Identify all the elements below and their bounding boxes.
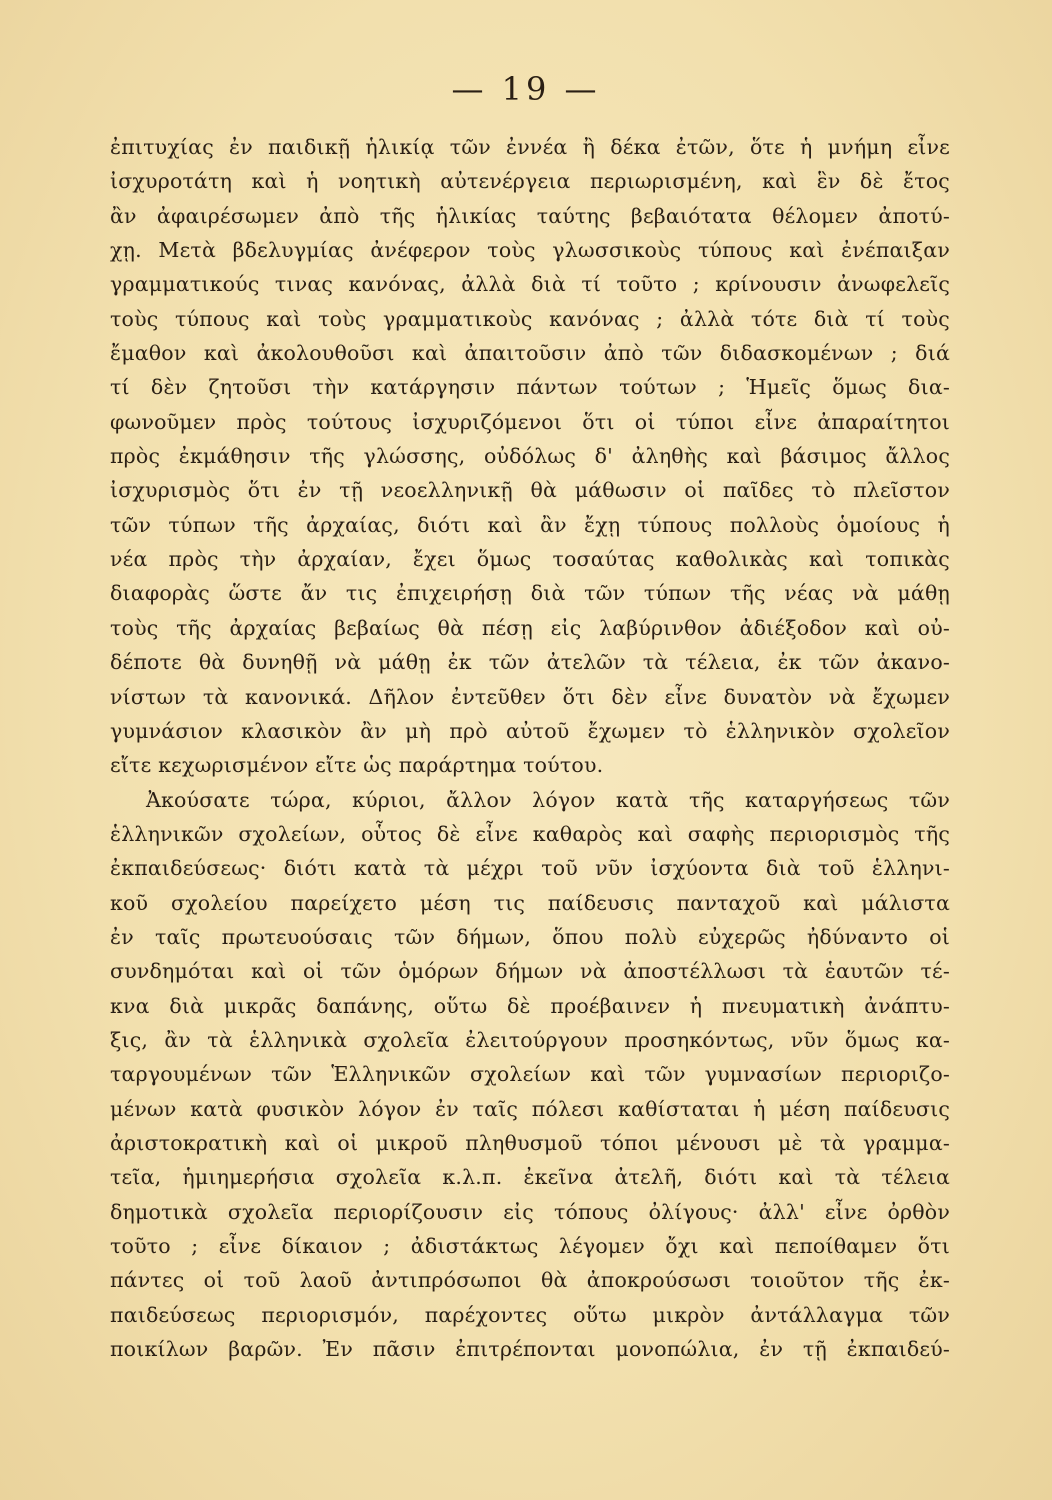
text-line: ἰσχυροτάτη καὶ ἡ νοητικὴ αὐτενέργεια περιωρισμένη, καὶ ἓν δὲ ἔτος bbox=[110, 169, 950, 194]
text-line: παιδεύσεως περιορισμόν, παρέχοντες οὕτω μικρὸν ἀντάλλαγμα τῶν bbox=[110, 1302, 950, 1327]
text-line: τοῦτο ; εἶνε δίκαιον ; ἀδιστάκτως λέγομεν ὄχι καὶ πεποίθαμεν ὅτι bbox=[110, 1234, 950, 1258]
text-line: τοὺς τύπους καὶ τοὺς γραμματικοὺς κανόνας ; ἀλλὰ τότε διὰ τί τοὺς bbox=[110, 306, 950, 331]
text-line: νέα πρὸς τὴν ἀρχαίαν, ἔχει ὅμως τοσαύτας καθολικὰς καὶ τοπικὰς bbox=[110, 547, 950, 572]
text-line: τῶν τύπων τῆς ἀρχαίας, διότι καὶ ἂν ἔχῃ τύπους πολλοὺς ὁμοίους ἡ bbox=[110, 512, 950, 537]
text-line: ἐκπαιδεύσεως· διότι κατὰ τὰ μέχρι τοῦ νῦν ἰσχύοντα διὰ τοῦ ἑλληνι- bbox=[110, 856, 950, 881]
text-line: ἐν ταῖς πρωτευούσαις τῶν δήμων, ὅπου πολὺ εὐχερῶς ἠδύναντο οἱ bbox=[110, 924, 950, 949]
text-line: δέποτε θὰ δυνηθῇ νὰ μάθῃ ἐκ τῶν ἀτελῶν τὰ τέλεια, ἐκ τῶν ἀκανο- bbox=[110, 650, 950, 675]
paragraph-1 bbox=[110, 130, 950, 783]
text-line: τοὺς τῆς ἀρχαίας βεβαίως θὰ πέσῃ εἰς λαβύρινθον ἀδιέξοδον καὶ οὐ- bbox=[110, 615, 950, 640]
text-line: ποικίλων βαρῶν. Ἐν πᾶσιν ἐπιτρέπονται μονοπώλια, ἐν τῇ ἐκπαιδεύ- bbox=[110, 1337, 950, 1362]
text-line: ἀριστοκρατικὴ καὶ οἱ μικροῦ πληθυσμοῦ τόποι μένουσι μὲ τὰ γραμμα- bbox=[110, 1130, 950, 1155]
text-line: χῃ. Μετὰ βδελυγμίας ἀνέφερον τοὺς γλωσσικοὺς τύπους καὶ ἐνέπαιξαν bbox=[110, 238, 950, 263]
text-line: ἔμαθον καὶ ἀκολουθοῦσι καὶ ἀπαιτοῦσιν ἀπὸ τῶν διδασκομένων ; διά bbox=[110, 341, 950, 366]
text-line: ἰσχυρισμὸς ὅτι ἐν τῇ νεοελληνικῇ θὰ μάθωσιν οἱ παῖδες τὸ πλεῖστον bbox=[110, 478, 950, 503]
text-line: κνα διὰ μικρᾶς δαπάνης, οὕτω δὲ προέβαινεν ἡ πνευματικὴ ἀνάπτυ- bbox=[110, 993, 950, 1018]
text-line: τεῖα, ἡμιημερήσια σχολεῖα κ.λ.π. ἐκεῖνα ἀτελῆ, διότι καὶ τὰ τέλεια bbox=[110, 1165, 950, 1190]
text-line: γραμματικούς τινας κανόνας, ἀλλὰ διὰ τί τοῦτο ; κρίνουσιν ἀνωφελεῖς bbox=[110, 272, 950, 297]
text-line: μένων κατὰ φυσικὸν λόγον ἐν ταῖς πόλεσι καθίσταται ἡ μέση παίδευσις bbox=[110, 1096, 950, 1121]
text-line: δημοτικὰ σχολεῖα περιορίζουσιν εἰς τόπους ὀλίγους· ἀλλ' εἶνε ὀρθὸν bbox=[110, 1199, 950, 1224]
body-text bbox=[110, 130, 950, 1366]
text-line: Ἀκούσατε τώρα, κύριοι, ἄλλον λόγον κατὰ τῆς καταργήσεως τῶν bbox=[146, 787, 950, 812]
text-line: ἂν ἀφαιρέσωμεν ἀπὸ τῆς ἡλικίας ταύτης βεβαιότατα θέλομεν ἀποτύ- bbox=[110, 203, 950, 228]
text-line: νίστων τὰ κανονικά. Δῆλον ἐντεῦθεν ὅτι δὲν εἶνε δυνατὸν νὰ ἔχωμεν bbox=[110, 684, 950, 709]
page-number: — 19 — bbox=[451, 70, 601, 108]
text-line: ξις, ἂν τὰ ἑλληνικὰ σχολεῖα ἐλειτούργουν προσηκόντως, νῦν ὅμως κα- bbox=[110, 1027, 950, 1052]
paragraph-2 bbox=[110, 783, 950, 1367]
text-line: γυμνάσιον κλασικὸν ἂν μὴ πρὸ αὐτοῦ ἔχωμεν τὸ ἑλληνικὸν σχολεῖον bbox=[110, 718, 950, 743]
text-line: ἑλληνικῶν σχολείων, οὗτος δὲ εἶνε καθαρὸς καὶ σαφὴς περιορισμὸς τῆς bbox=[110, 821, 950, 846]
text-line: φωνοῦμεν πρὸς τούτους ἰσχυριζόμενοι ὅτι οἱ τύποι εἶνε ἀπαραίτητοι bbox=[110, 409, 950, 434]
text-line: πάντες οἱ τοῦ λαοῦ ἀντιπρόσωποι θὰ ἀποκρούσωσι τοιοῦτον τῆς ἐκ- bbox=[110, 1268, 950, 1293]
text-line: εἴτε κεχωρισμένον εἴτε ὡς παράρτημα τούτου. bbox=[110, 753, 604, 778]
text-line: διαφορὰς ὥστε ἄν τις ἐπιχειρήσῃ διὰ τῶν τύπων τῆς νέας νὰ μάθῃ bbox=[110, 581, 950, 606]
text-line: ταργουμένων τῶν Ἑλληνικῶν σχολείων καὶ τῶν γυμνασίων περιοριζο- bbox=[110, 1062, 950, 1087]
text-line: ἐπιτυχίας ἐν παιδικῇ ἡλικίᾳ τῶν ἐννέα ἢ δέκα ἐτῶν, ὅτε ἡ μνήμη εἶνε bbox=[110, 135, 950, 159]
text-line: τί δὲν ζητοῦσι τὴν κατάργησιν πάντων τούτων ; Ἡμεῖς ὅμως δια- bbox=[110, 375, 950, 400]
text-line: συνδημόται καὶ οἱ τῶν ὁμόρων δήμων νὰ ἀποστέλλωσι τὰ ἑαυτῶν τέ- bbox=[110, 959, 950, 984]
text-line: κοῦ σχολείου παρείχετο μέση τις παίδευσις πανταχοῦ καὶ μάλιστα bbox=[110, 890, 950, 915]
text-line: πρὸς ἐκμάθησιν τῆς γλώσσης, οὐδόλως δ' ἀληθὴς καὶ βάσιμος ἄλλος bbox=[110, 444, 950, 469]
